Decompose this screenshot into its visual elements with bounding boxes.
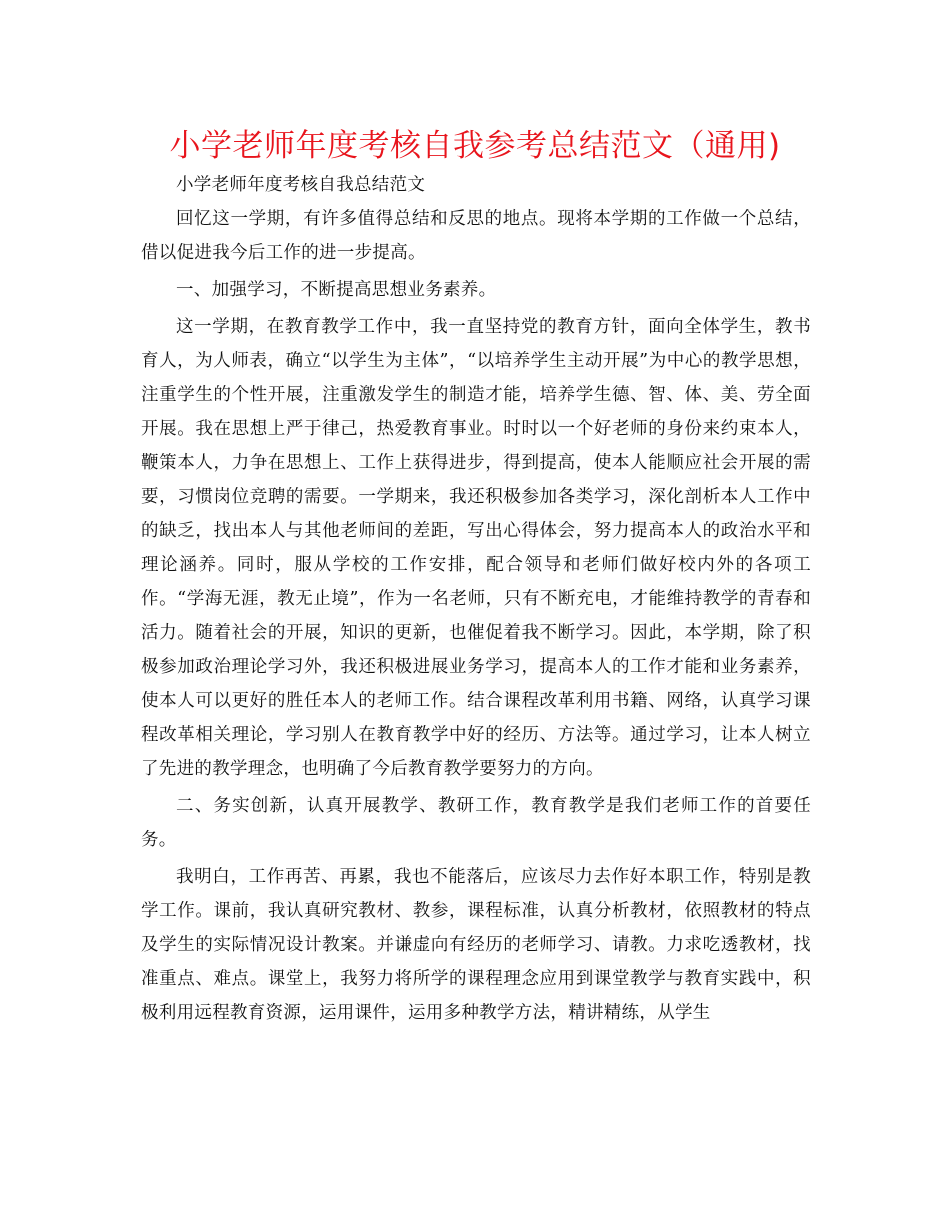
section-1-paragraph: 这一学期，在教育教学工作中，我一直坚持党的教育方针，面向全体学生，教书育人，为人师表，确立“以学生为主体”，“以培养学生主动开展”为中心的教学思想，注重学生的个性开展，注重激发学生的制造才能，培养学生德、智、体、美、劳全面开展。我在思想上严于律己，热爱教育事业。时时以一个好老师的身份来约束本人，鞭策本人，力争在思想上、工作上获得进步，得到提高，使本人能顺应社会开展的需要，习惯岗位竞聘的需要。一学期来，我还积极参加各类学习，深化剖析本人工作中的缺乏，找出本人与其他老师间的差距，写出心得体会，努力提高本人的政治水平和理论涵养。同时，服从学校的工作安排，配合领导和老师们做好校内外的各项工作。“学海无涯，教无止境”，作为一名老师，只有不断充电，才能维持教学的青春和活力。随着社会的开展，知识的更新，也催促着我不断学习。因此，本学期，除了积极参加政治理论学习外，我还积极进展业务学习，提高本人的工作才能和业务素养，使本人可以更好的胜任本人的老师工作。结合课程改革利用书籍、网络，认真学习课程改革相关理论，学习别人在教育教学中好的经历、方法等。通过学习，让本人树立了先进的教学理念，也明确了今后教育教学要努力的方向。 [141, 317, 811, 779]
section-heading-1: 一、加强学习，不断提高思想业务素养。 [176, 280, 497, 300]
document-title: 小学老师年度考核自我参考总结范文（通用) [169, 128, 781, 164]
document-body [141, 168, 811, 1030]
section-heading-2: 二、务实创新，认真开展教学、教研工作，教育教学是我们老师工作的首要任务。 [141, 796, 811, 850]
section-2-paragraph: 我明白，工作再苦、再累，我也不能落后，应该尽力去作好本职工作，特别是教学工作。课前，我认真研究教材、教参，课程标准，认真分析教材，依照教材的特点及学生的实际情况设计教案。并谦虚向有经历的老师学习、请教。力求吃透教材，找准重点、难点。课堂上，我努力将所学的课程理念应用到课堂教学与教育实践中，积极利用远程教育资源，运用课件，运用多种教学方法，精讲精练，从学生 [141, 867, 811, 1023]
document-subtitle: 小学老师年度考核自我总结范文 [176, 175, 426, 195]
intro-paragraph: 回忆这一学期，有许多值得总结和反思的地点。现将本学期的工作做一个总结，借以促进我今后工作的进一步提高。 [141, 209, 811, 263]
